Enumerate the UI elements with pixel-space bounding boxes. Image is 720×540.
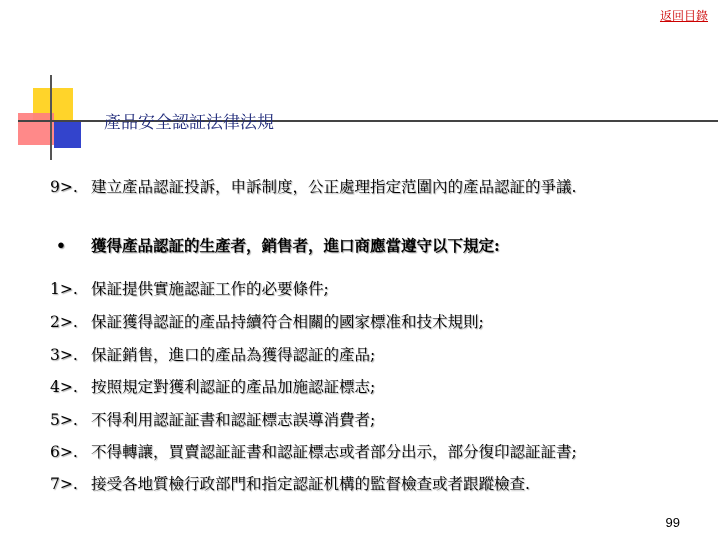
item-text: 建立產品認証投訴，申訴制度，公正處理指定范圍內的產品認証的爭議. xyxy=(91,178,577,196)
item-text: 按照規定對獲利認証的產品加施認証標志; xyxy=(91,378,376,396)
page-number: 99 xyxy=(665,515,680,530)
item-text: 接受各地質檢行政部門和指定認証机構的監督檢查或者跟蹤檢查. xyxy=(91,475,530,493)
item-number: 3>. xyxy=(50,346,78,364)
list-item xyxy=(50,277,329,299)
item-text: 不得轉讓，買賣認証証書和認証標志或者部分出示，部分復印認証証書; xyxy=(91,443,577,461)
list-item xyxy=(56,234,500,256)
red-square xyxy=(18,113,54,145)
item-number: 2>. xyxy=(50,313,78,331)
list-item xyxy=(50,343,375,365)
item-text: 不得利用認証証書和認証標志誤導消費者; xyxy=(91,411,376,429)
item-text: 保証提供實施認証工作的必要條件; xyxy=(91,280,329,298)
item-number: 6>. xyxy=(50,443,78,461)
blue-square xyxy=(54,120,81,148)
list-item xyxy=(50,310,484,332)
page-title: 產品安全認証法律法規 xyxy=(104,113,274,133)
vertical-rule xyxy=(50,75,52,160)
list-item xyxy=(50,175,576,197)
item-number: 4>. xyxy=(50,378,78,396)
list-item xyxy=(50,375,375,397)
item-number: 1>. xyxy=(50,280,78,298)
back-to-contents-link[interactable]: 返回目錄 xyxy=(659,9,708,23)
item-number: 5>. xyxy=(50,411,78,429)
list-item xyxy=(50,472,530,494)
list-item xyxy=(50,408,375,430)
list-item xyxy=(50,440,577,462)
bullet: • xyxy=(56,236,66,255)
item-number: 7>. xyxy=(50,475,78,493)
item-text: 保証銷售，進口的產品為獲得認証的產品; xyxy=(91,346,376,364)
item-text: 獲得產品認証的生產者，銷售者，進口商應當遵守以下規定: xyxy=(91,236,500,255)
item-number: 9>. xyxy=(50,178,78,196)
item-text: 保証獲得認証的產品持續符合相關的國家標准和技术規則; xyxy=(91,313,484,331)
